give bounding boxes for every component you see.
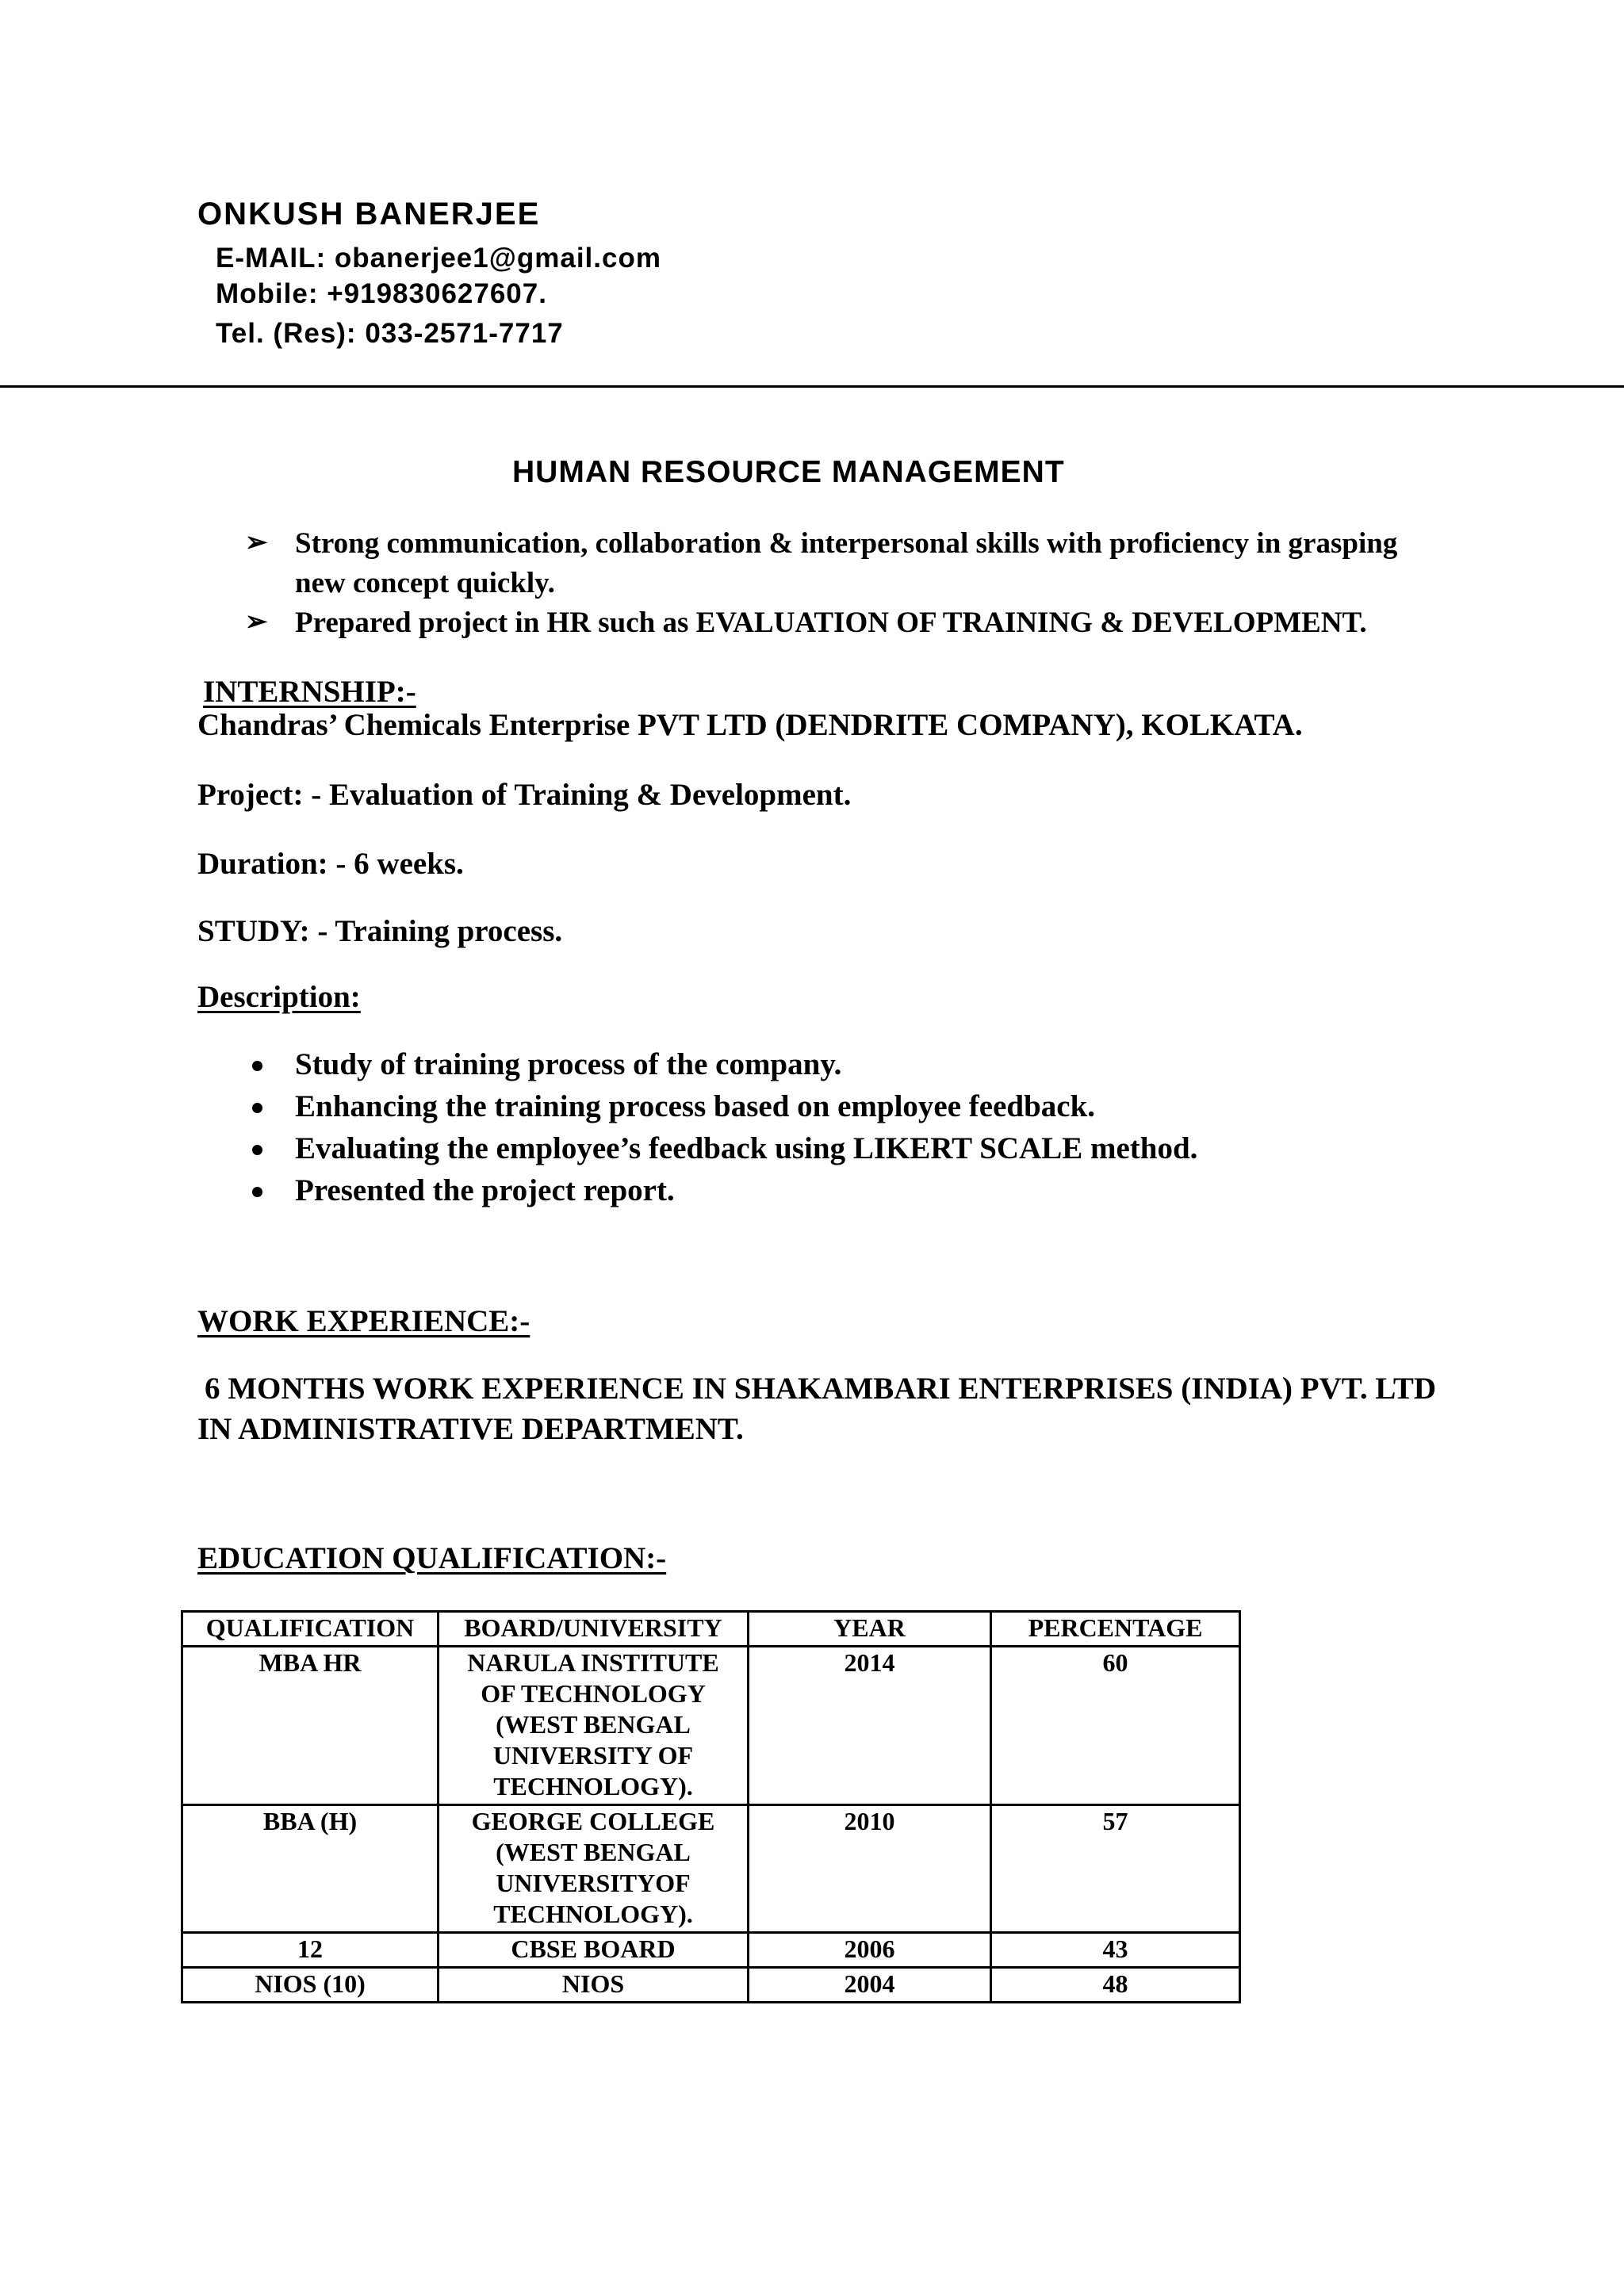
- work-experience-heading: WORK EXPERIENCE:-: [197, 1304, 530, 1338]
- cell-board-line: TECHNOLOGY).: [493, 1772, 693, 1800]
- cell-board: [439, 1647, 749, 1805]
- cell-board: [439, 1933, 749, 1968]
- table-row: [182, 1805, 1240, 1933]
- description-item-1: Study of training process of the company.: [295, 1047, 842, 1081]
- cell-board-line: TECHNOLOGY).: [493, 1900, 693, 1928]
- education-table: [181, 1610, 1241, 2003]
- bullet-dot-icon: [252, 1187, 262, 1197]
- cell-qualification: NIOS (10): [182, 1968, 439, 2003]
- cell-board-line: CBSE BOARD: [511, 1934, 676, 1963]
- section-title-hrm: HUMAN RESOURCE MANAGEMENT: [512, 455, 1065, 489]
- cell-board-line: NIOS: [561, 1969, 625, 1998]
- description-heading: Description:: [197, 980, 361, 1014]
- column-header-qualification: QUALIFICATION: [182, 1612, 439, 1647]
- work-experience-line1: 6 MONTHS WORK EXPERIENCE IN SHAKAMBARI ENTERPRISES (INDIA) PVT. LTD: [205, 1372, 1437, 1406]
- objective-bullet-1-line1: Strong communication, collaboration & interpersonal skills with proficiency in grasping: [295, 527, 1398, 560]
- cell-board: [439, 1968, 749, 2003]
- column-header-percentage: PERCENTAGE: [991, 1612, 1240, 1647]
- objective-bullet-1-line2: new concept quickly.: [295, 567, 555, 599]
- cell-board-line: UNIVERSITY OF: [492, 1741, 694, 1770]
- telephone-line: Tel. (Res): 033-2571-7717: [216, 318, 564, 349]
- cell-board-line: UNIVERSITYOF: [496, 1869, 691, 1897]
- cell-board-line: OF TECHNOLOGY: [481, 1679, 706, 1708]
- arrow-bullet-icon: ➢: [245, 607, 268, 637]
- cell-board-line: GEORGE COLLEGE: [471, 1807, 715, 1835]
- description-item-3: Evaluating the employee’s feedback using LIKERT SCALE method.: [295, 1131, 1198, 1165]
- header-divider: [0, 385, 1624, 388]
- education-heading: EDUCATION QUALIFICATION:-: [197, 1541, 667, 1575]
- column-header-board: BOARD/UNIVERSITY: [439, 1612, 749, 1647]
- cell-percentage: 60: [991, 1647, 1240, 1805]
- cell-board-line: (WEST BENGAL: [496, 1838, 691, 1866]
- table-row: [182, 1933, 1240, 1968]
- internship-heading: INTERNSHIP:-: [203, 675, 416, 709]
- column-header-year: YEAR: [749, 1612, 991, 1647]
- table-row: [182, 1968, 1240, 2003]
- cell-qualification: MBA HR: [182, 1647, 439, 1805]
- arrow-bullet-icon: ➢: [245, 528, 268, 557]
- cell-percentage: 48: [991, 1968, 1240, 2003]
- cell-percentage: 57: [991, 1805, 1240, 1933]
- cell-year: 2010: [749, 1805, 991, 1933]
- description-item-2: Enhancing the training process based on employee feedback.: [295, 1089, 1096, 1123]
- cell-year: 2014: [749, 1647, 991, 1805]
- table-row: [182, 1647, 1240, 1805]
- bullet-dot-icon: [252, 1145, 262, 1155]
- internship-project: Project: - Evaluation of Training & Development.: [197, 778, 852, 812]
- cell-year: 2004: [749, 1968, 991, 2003]
- bullet-dot-icon: [252, 1061, 262, 1071]
- internship-duration: Duration: - 6 weeks.: [197, 847, 464, 881]
- mobile-line: Mobile: +919830627607.: [216, 278, 547, 309]
- internship-company: Chandras’ Chemicals Enterprise PVT LTD (DENDRITE COMPANY), KOLKATA.: [197, 708, 1303, 742]
- cell-board-line: NARULA INSTITUTE: [467, 1648, 719, 1677]
- cell-percentage: 43: [991, 1933, 1240, 1968]
- cell-board-line: (WEST BENGAL: [496, 1710, 691, 1739]
- bullet-dot-icon: [252, 1103, 262, 1113]
- candidate-name: ONKUSH BANERJEE: [197, 197, 541, 232]
- email-line: E-MAIL: obanerjee1@gmail.com: [216, 243, 661, 274]
- work-experience-line2: IN ADMINISTRATIVE DEPARTMENT.: [197, 1412, 744, 1446]
- cell-qualification: BBA (H): [182, 1805, 439, 1933]
- description-item-4: Presented the project report.: [295, 1173, 675, 1207]
- cell-board: [439, 1805, 749, 1933]
- table-header-row: [182, 1612, 1240, 1647]
- internship-study: STUDY: - Training process.: [197, 914, 563, 948]
- objective-bullet-2: Prepared project in HR such as EVALUATION OF TRAINING & DEVELOPMENT.: [295, 607, 1367, 639]
- cell-qualification: 12: [182, 1933, 439, 1968]
- cell-year: 2006: [749, 1933, 991, 1968]
